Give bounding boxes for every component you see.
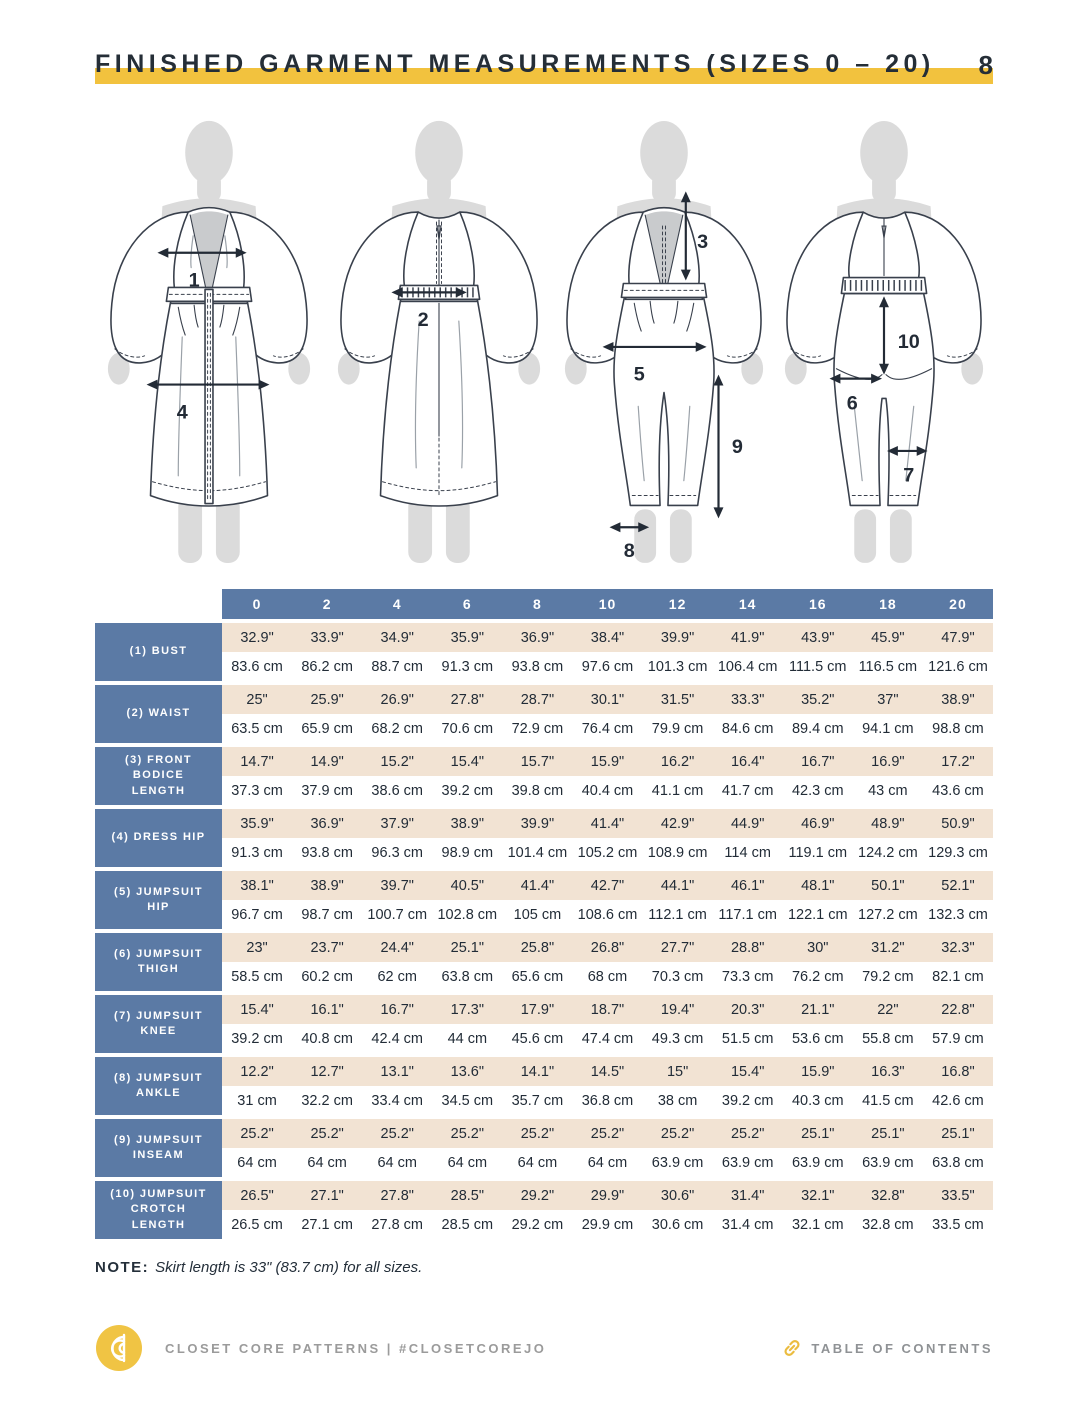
cm-value-cell: 37.9 cm xyxy=(292,776,362,805)
cm-value-cell: 33.5 cm xyxy=(923,1210,993,1239)
cm-value-cell: 29.9 cm xyxy=(572,1210,642,1239)
inch-value-cell: 25.2" xyxy=(572,1119,642,1148)
cm-value-cell: 106.4 cm xyxy=(713,652,783,681)
callout-3: 3 xyxy=(697,230,709,253)
inch-value-cell: 26.9" xyxy=(362,685,432,714)
cm-value-cell: 43.6 cm xyxy=(923,776,993,805)
inch-value-cell: 20.3" xyxy=(713,995,783,1024)
inch-value-cell: 13.1" xyxy=(362,1057,432,1086)
table-of-contents-label: TABLE OF CONTENTS xyxy=(811,1340,993,1356)
size-header-cell: 12 xyxy=(643,589,713,619)
cm-value-cell: 88.7 cm xyxy=(362,652,432,681)
cm-value-cell: 45.6 cm xyxy=(502,1024,572,1053)
cm-value-cell: 91.3 cm xyxy=(432,652,502,681)
inch-value-cell: 15.2" xyxy=(362,747,432,776)
cm-value-cell: 64 cm xyxy=(292,1148,362,1177)
cm-value-cell: 82.1 cm xyxy=(923,962,993,991)
cm-value-cell: 38 cm xyxy=(643,1086,713,1115)
inch-value-cell: 15.9" xyxy=(572,747,642,776)
cm-value-cell: 100.7 cm xyxy=(362,900,432,929)
cm-value-cell: 32.1 cm xyxy=(783,1210,853,1239)
measurement-row-group xyxy=(95,685,993,743)
cm-value-cell: 63.8 cm xyxy=(923,1148,993,1177)
inch-value-cell: 28.7" xyxy=(502,685,572,714)
cm-value-cell: 40.3 cm xyxy=(783,1086,853,1115)
cm-value-cell: 94.1 cm xyxy=(853,714,923,743)
inch-value-cell: 25.2" xyxy=(292,1119,362,1148)
cm-value-cell: 28.5 cm xyxy=(432,1210,502,1239)
cm-value-cell: 127.2 cm xyxy=(853,900,923,929)
cm-value-cell: 114 cm xyxy=(713,838,783,867)
row-label: (4) DRESS HIP xyxy=(95,809,222,867)
cm-value-cell: 79.2 cm xyxy=(853,962,923,991)
inch-value-cell: 12.2" xyxy=(222,1057,292,1086)
cm-value-cell: 132.3 cm xyxy=(923,900,993,929)
cm-value-cell: 32.8 cm xyxy=(853,1210,923,1239)
size-header-row xyxy=(95,589,993,619)
cm-value-cell: 76.2 cm xyxy=(783,962,853,991)
cm-value-cell: 33.4 cm xyxy=(362,1086,432,1115)
cm-value-cell: 98.8 cm xyxy=(923,714,993,743)
inch-value-cell: 15.4" xyxy=(432,747,502,776)
cm-value-cell: 44 cm xyxy=(432,1024,502,1053)
size-header-cell: 10 xyxy=(572,589,642,619)
inch-value-cell: 22" xyxy=(853,995,923,1024)
inch-value-cell: 26.5" xyxy=(222,1181,292,1210)
inch-value-cell: 25.8" xyxy=(502,933,572,962)
cm-value-cell: 121.6 cm xyxy=(923,652,993,681)
cm-value-cell: 98.9 cm xyxy=(432,838,502,867)
inch-value-cell: 41.4" xyxy=(502,871,572,900)
measurement-row-group xyxy=(95,623,993,681)
inch-value-cell: 52.1" xyxy=(923,871,993,900)
inch-value-cell: 31.5" xyxy=(643,685,713,714)
cm-value-cell: 57.9 cm xyxy=(923,1024,993,1053)
dress-back-illustration xyxy=(325,107,553,567)
cm-value-cell: 102.8 cm xyxy=(432,900,502,929)
cm-value-cell: 64 cm xyxy=(502,1148,572,1177)
cm-value-cell: 98.7 cm xyxy=(292,900,362,929)
inch-value-cell: 36.9" xyxy=(292,809,362,838)
table-of-contents-link[interactable] xyxy=(782,1338,993,1358)
callout-4: 4 xyxy=(176,401,188,424)
note-text: Skirt length is 33" (83.7 cm) for all sizes. xyxy=(155,1259,423,1276)
inch-value-cell: 25.9" xyxy=(292,685,362,714)
inch-value-cell: 38.9" xyxy=(432,809,502,838)
cm-value-cell: 70.6 cm xyxy=(432,714,502,743)
inch-value-cell: 25.1" xyxy=(432,933,502,962)
size-header-cell: 4 xyxy=(362,589,432,619)
cm-value-cell: 97.6 cm xyxy=(572,652,642,681)
inch-value-cell: 45.9" xyxy=(853,623,923,652)
cm-value-cell: 39.2 cm xyxy=(432,776,502,805)
inch-value-cell: 15.4" xyxy=(713,1057,783,1086)
inch-value-cell: 35.9" xyxy=(222,809,292,838)
inch-value-cell: 14.9" xyxy=(292,747,362,776)
inch-value-cell: 39.9" xyxy=(643,623,713,652)
cm-value-cell: 96.3 cm xyxy=(362,838,432,867)
cm-value-cell: 53.6 cm xyxy=(783,1024,853,1053)
cm-value-cell: 117.1 cm xyxy=(713,900,783,929)
cm-value-cell: 63.8 cm xyxy=(432,962,502,991)
cm-value-cell: 47.4 cm xyxy=(572,1024,642,1053)
cm-value-cell: 38.6 cm xyxy=(362,776,432,805)
size-header-cell: 2 xyxy=(292,589,362,619)
inch-value-cell: 17.9" xyxy=(502,995,572,1024)
cm-value-cell: 119.1 cm xyxy=(783,838,853,867)
inch-value-cell: 43.9" xyxy=(783,623,853,652)
cm-value-cell: 34.5 cm xyxy=(432,1086,502,1115)
measurement-row-group xyxy=(95,933,993,991)
cm-value-cell: 108.6 cm xyxy=(572,900,642,929)
size-header-cell: 0 xyxy=(222,589,292,619)
cm-value-cell: 39.8 cm xyxy=(502,776,572,805)
inch-value-cell: 24.4" xyxy=(362,933,432,962)
cm-value-cell: 40.4 cm xyxy=(572,776,642,805)
cm-value-cell: 41.5 cm xyxy=(853,1086,923,1115)
cm-value-cell: 63.9 cm xyxy=(853,1148,923,1177)
page-title: FINISHED GARMENT MEASUREMENTS (SIZES 0 – 20) xyxy=(95,50,935,78)
inch-value-cell: 30" xyxy=(783,933,853,962)
inch-value-cell: 33.5" xyxy=(923,1181,993,1210)
cm-value-cell: 65.9 cm xyxy=(292,714,362,743)
cm-value-cell: 116.5 cm xyxy=(853,652,923,681)
inch-value-cell: 25.2" xyxy=(502,1119,572,1148)
cm-value-cell: 79.9 cm xyxy=(643,714,713,743)
inch-value-cell: 16.2" xyxy=(643,747,713,776)
inch-value-cell: 32.3" xyxy=(923,933,993,962)
inch-value-cell: 16.1" xyxy=(292,995,362,1024)
cm-value-cell: 83.6 cm xyxy=(222,652,292,681)
size-header-cell: 18 xyxy=(853,589,923,619)
inch-value-cell: 23.7" xyxy=(292,933,362,962)
cm-value-cell: 42.6 cm xyxy=(923,1086,993,1115)
measurement-row-group xyxy=(95,1119,993,1177)
inch-value-cell: 25.1" xyxy=(923,1119,993,1148)
inch-value-cell: 50.1" xyxy=(853,871,923,900)
cm-value-cell: 40.8 cm xyxy=(292,1024,362,1053)
inch-value-cell: 46.9" xyxy=(783,809,853,838)
cm-value-cell: 58.5 cm xyxy=(222,962,292,991)
inch-value-cell: 48.1" xyxy=(783,871,853,900)
size-header-cell: 14 xyxy=(713,589,783,619)
inch-value-cell: 22.8" xyxy=(923,995,993,1024)
inch-value-cell: 15.7" xyxy=(502,747,572,776)
inch-value-cell: 23" xyxy=(222,933,292,962)
inch-value-cell: 32.9" xyxy=(222,623,292,652)
measurement-row-group xyxy=(95,1057,993,1115)
inch-value-cell: 32.1" xyxy=(783,1181,853,1210)
inch-value-cell: 38.4" xyxy=(572,623,642,652)
cm-value-cell: 101.4 cm xyxy=(502,838,572,867)
page-header xyxy=(95,0,993,81)
cm-value-cell: 108.9 cm xyxy=(643,838,713,867)
cm-value-cell: 43 cm xyxy=(853,776,923,805)
cm-value-cell: 62 cm xyxy=(362,962,432,991)
measurement-row-group xyxy=(95,871,993,929)
measurement-table-body xyxy=(95,623,993,1239)
inch-value-cell: 17.2" xyxy=(923,747,993,776)
inch-value-cell: 48.9" xyxy=(853,809,923,838)
inch-value-cell: 41.4" xyxy=(572,809,642,838)
cm-value-cell: 93.8 cm xyxy=(292,838,362,867)
cm-value-cell: 89.4 cm xyxy=(783,714,853,743)
measurement-row-group xyxy=(95,809,993,867)
inch-value-cell: 16.8" xyxy=(923,1057,993,1086)
cm-value-cell: 129.3 cm xyxy=(923,838,993,867)
cm-value-cell: 60.2 cm xyxy=(292,962,362,991)
cm-value-cell: 42.4 cm xyxy=(362,1024,432,1053)
cm-value-cell: 39.2 cm xyxy=(222,1024,292,1053)
size-header-cell: 20 xyxy=(923,589,993,619)
inch-value-cell: 16.7" xyxy=(362,995,432,1024)
inch-value-cell: 31.4" xyxy=(713,1181,783,1210)
inch-value-cell: 15" xyxy=(643,1057,713,1086)
inch-value-cell: 34.9" xyxy=(362,623,432,652)
inch-value-cell: 33.3" xyxy=(713,685,783,714)
inch-value-cell: 25.1" xyxy=(853,1119,923,1148)
page-number: 8 xyxy=(978,50,993,80)
cm-value-cell: 91.3 cm xyxy=(222,838,292,867)
size-header-cell: 8 xyxy=(502,589,572,619)
cm-value-cell: 30.6 cm xyxy=(643,1210,713,1239)
note-label: NOTE: xyxy=(95,1259,150,1276)
inch-value-cell: 29.9" xyxy=(572,1181,642,1210)
inch-value-cell: 25.2" xyxy=(713,1119,783,1148)
callout-8: 8 xyxy=(623,539,635,562)
cm-value-cell: 101.3 cm xyxy=(643,652,713,681)
inch-value-cell: 28.8" xyxy=(713,933,783,962)
inch-value-cell: 25.1" xyxy=(783,1119,853,1148)
inch-value-cell: 18.7" xyxy=(572,995,642,1024)
inch-value-cell: 39.9" xyxy=(502,809,572,838)
inch-value-cell: 14.7" xyxy=(222,747,292,776)
cm-value-cell: 65.6 cm xyxy=(502,962,572,991)
measurement-row-group xyxy=(95,1181,993,1239)
inch-value-cell: 36.9" xyxy=(502,623,572,652)
inch-value-cell: 44.9" xyxy=(713,809,783,838)
inch-value-cell: 35.2" xyxy=(783,685,853,714)
cm-value-cell: 37.3 cm xyxy=(222,776,292,805)
size-header-cell: 6 xyxy=(432,589,502,619)
callout-9: 9 xyxy=(731,435,743,458)
measurement-row-group xyxy=(95,747,993,805)
cm-value-cell: 31 cm xyxy=(222,1086,292,1115)
inch-value-cell: 42.7" xyxy=(572,871,642,900)
cm-value-cell: 73.3 cm xyxy=(713,962,783,991)
cm-value-cell: 64 cm xyxy=(572,1148,642,1177)
cm-value-cell: 27.8 cm xyxy=(362,1210,432,1239)
row-label: (1) BUST xyxy=(95,623,222,681)
inch-value-cell: 16.9" xyxy=(853,747,923,776)
inch-value-cell: 28.5" xyxy=(432,1181,502,1210)
cm-value-cell: 63.9 cm xyxy=(713,1148,783,1177)
callout-10: 10 xyxy=(897,330,920,353)
cm-value-cell: 76.4 cm xyxy=(572,714,642,743)
inch-value-cell: 27.1" xyxy=(292,1181,362,1210)
row-label: (10) JUMPSUIT CROTCH LENGTH xyxy=(95,1181,222,1239)
row-label: (7) JUMPSUIT KNEE xyxy=(95,995,222,1053)
garment-illustrations xyxy=(95,107,993,569)
inch-value-cell: 26.8" xyxy=(572,933,642,962)
jumpsuit-front-illustration xyxy=(555,107,773,567)
row-label: (2) WAIST xyxy=(95,685,222,743)
link-icon xyxy=(782,1338,802,1358)
cm-value-cell: 96.7 cm xyxy=(222,900,292,929)
inch-value-cell: 16.7" xyxy=(783,747,853,776)
cm-value-cell: 63.9 cm xyxy=(643,1148,713,1177)
cm-value-cell: 35.7 cm xyxy=(502,1086,572,1115)
cm-value-cell: 41.7 cm xyxy=(713,776,783,805)
cm-value-cell: 93.8 cm xyxy=(502,652,572,681)
cm-value-cell: 31.4 cm xyxy=(713,1210,783,1239)
inch-value-cell: 31.2" xyxy=(853,933,923,962)
callout-5: 5 xyxy=(633,363,645,386)
inch-value-cell: 32.8" xyxy=(853,1181,923,1210)
inch-value-cell: 25" xyxy=(222,685,292,714)
row-label: (9) JUMPSUIT INSEAM xyxy=(95,1119,222,1177)
cm-value-cell: 72.9 cm xyxy=(502,714,572,743)
row-label: (6) JUMPSUIT THIGH xyxy=(95,933,222,991)
callout-2: 2 xyxy=(417,309,429,332)
row-label: (3) FRONT BODICE LENGTH xyxy=(95,747,222,805)
cm-value-cell: 32.2 cm xyxy=(292,1086,362,1115)
dress-front-illustration xyxy=(95,107,323,567)
cm-value-cell: 122.1 cm xyxy=(783,900,853,929)
inch-value-cell: 27.8" xyxy=(432,685,502,714)
cm-value-cell: 39.2 cm xyxy=(713,1086,783,1115)
page-footer xyxy=(95,1324,993,1372)
cm-value-cell: 64 cm xyxy=(432,1148,502,1177)
callout-6: 6 xyxy=(846,392,858,415)
inch-value-cell: 16.3" xyxy=(853,1057,923,1086)
inch-value-cell: 15.4" xyxy=(222,995,292,1024)
inch-value-cell: 37.9" xyxy=(362,809,432,838)
cm-value-cell: 105.2 cm xyxy=(572,838,642,867)
cm-value-cell: 124.2 cm xyxy=(853,838,923,867)
table-corner-cell xyxy=(95,589,222,619)
cm-value-cell: 64 cm xyxy=(222,1148,292,1177)
inch-value-cell: 42.9" xyxy=(643,809,713,838)
inch-value-cell: 25.2" xyxy=(432,1119,502,1148)
cm-value-cell: 26.5 cm xyxy=(222,1210,292,1239)
cm-value-cell: 105 cm xyxy=(502,900,572,929)
inch-value-cell: 47.9" xyxy=(923,623,993,652)
inch-value-cell: 21.1" xyxy=(783,995,853,1024)
measurement-table xyxy=(95,589,993,1239)
inch-value-cell: 38.9" xyxy=(923,685,993,714)
inch-value-cell: 37" xyxy=(853,685,923,714)
inch-value-cell: 25.2" xyxy=(362,1119,432,1148)
cm-value-cell: 41.1 cm xyxy=(643,776,713,805)
inch-value-cell: 33.9" xyxy=(292,623,362,652)
inch-value-cell: 14.5" xyxy=(572,1057,642,1086)
inch-value-cell: 50.9" xyxy=(923,809,993,838)
inch-value-cell: 29.2" xyxy=(502,1181,572,1210)
cm-value-cell: 27.1 cm xyxy=(292,1210,362,1239)
inch-value-cell: 30.1" xyxy=(572,685,642,714)
inch-value-cell: 46.1" xyxy=(713,871,783,900)
cm-value-cell: 51.5 cm xyxy=(713,1024,783,1053)
cm-value-cell: 111.5 cm xyxy=(783,652,853,681)
callout-7: 7 xyxy=(903,464,915,487)
cm-value-cell: 112.1 cm xyxy=(643,900,713,929)
brand-text: CLOSET CORE PATTERNS | #CLOSETCOREJO xyxy=(165,1340,547,1356)
inch-value-cell: 38.1" xyxy=(222,871,292,900)
inch-value-cell: 25.2" xyxy=(643,1119,713,1148)
inch-value-cell: 17.3" xyxy=(432,995,502,1024)
cm-value-cell: 70.3 cm xyxy=(643,962,713,991)
inch-value-cell: 15.9" xyxy=(783,1057,853,1086)
inch-value-cell: 27.8" xyxy=(362,1181,432,1210)
cm-value-cell: 68 cm xyxy=(572,962,642,991)
row-label: (5) JUMPSUIT HIP xyxy=(95,871,222,929)
inch-value-cell: 40.5" xyxy=(432,871,502,900)
inch-value-cell: 38.9" xyxy=(292,871,362,900)
inch-value-cell: 27.7" xyxy=(643,933,713,962)
cm-value-cell: 68.2 cm xyxy=(362,714,432,743)
jumpsuit-back-illustration xyxy=(775,107,993,567)
closet-core-logo-icon xyxy=(95,1324,143,1372)
inch-value-cell: 44.1" xyxy=(643,871,713,900)
cm-value-cell: 36.8 cm xyxy=(572,1086,642,1115)
row-label: (8) JUMPSUIT ANKLE xyxy=(95,1057,222,1115)
size-header-cell: 16 xyxy=(783,589,853,619)
cm-value-cell: 49.3 cm xyxy=(643,1024,713,1053)
inch-value-cell: 13.6" xyxy=(432,1057,502,1086)
inch-value-cell: 39.7" xyxy=(362,871,432,900)
inch-value-cell: 41.9" xyxy=(713,623,783,652)
inch-value-cell: 12.7" xyxy=(292,1057,362,1086)
inch-value-cell: 19.4" xyxy=(643,995,713,1024)
inch-value-cell: 16.4" xyxy=(713,747,783,776)
cm-value-cell: 64 cm xyxy=(362,1148,432,1177)
cm-value-cell: 63.5 cm xyxy=(222,714,292,743)
inch-value-cell: 25.2" xyxy=(222,1119,292,1148)
cm-value-cell: 63.9 cm xyxy=(783,1148,853,1177)
measurement-row-group xyxy=(95,995,993,1053)
cm-value-cell: 42.3 cm xyxy=(783,776,853,805)
callout-1: 1 xyxy=(188,269,200,292)
inch-value-cell: 30.6" xyxy=(643,1181,713,1210)
cm-value-cell: 86.2 cm xyxy=(292,652,362,681)
inch-value-cell: 14.1" xyxy=(502,1057,572,1086)
cm-value-cell: 29.2 cm xyxy=(502,1210,572,1239)
inseam-measure-arrow xyxy=(714,375,743,519)
cm-value-cell: 84.6 cm xyxy=(713,714,783,743)
note-line xyxy=(95,1259,993,1276)
cm-value-cell: 55.8 cm xyxy=(853,1024,923,1053)
inch-value-cell: 35.9" xyxy=(432,623,502,652)
